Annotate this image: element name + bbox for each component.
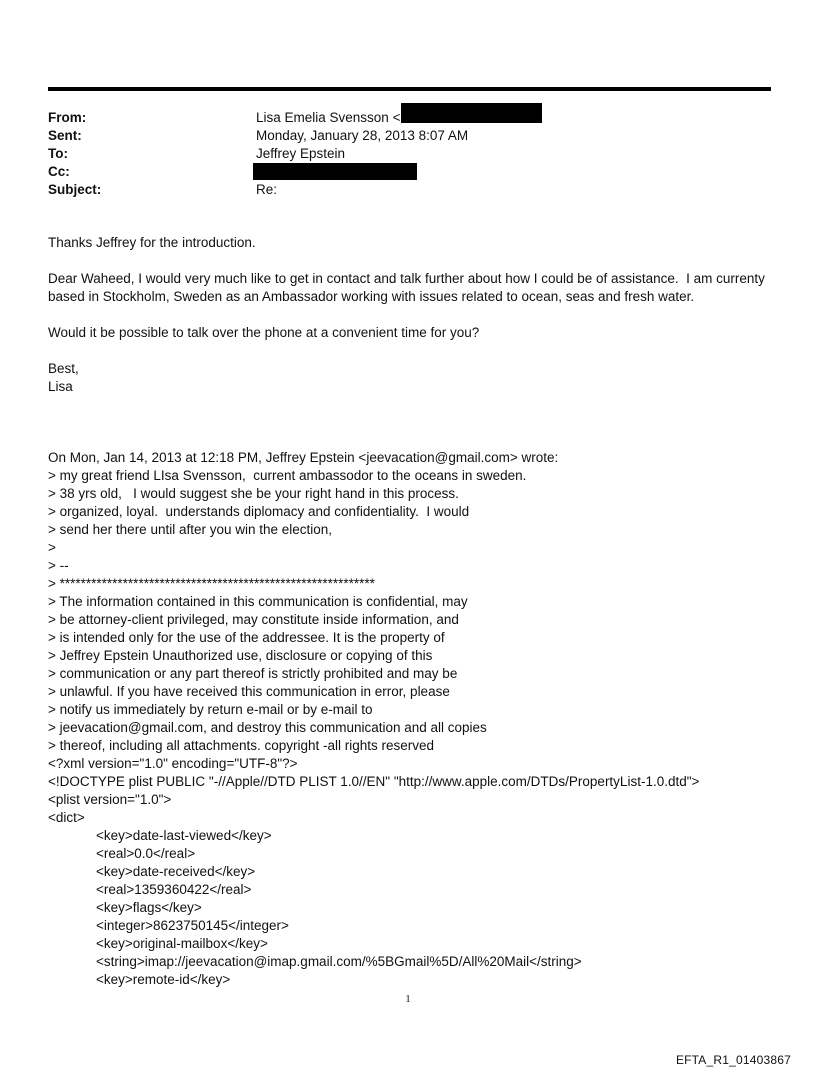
to-value: Jeffrey Epstein bbox=[256, 146, 346, 161]
quoted-line: > unlawful. If you have received this communication in error, please bbox=[48, 684, 450, 699]
xml-line: <?xml version="1.0" encoding="UTF-8"?> bbox=[48, 756, 298, 771]
from-label: From: bbox=[48, 110, 87, 125]
cc-value bbox=[256, 163, 417, 181]
cc-label: Cc: bbox=[48, 164, 70, 179]
paragraph-assistance: Dear Waheed, I would very much like to get in contact and talk further about how I could be of assistance. I am currenty based in Stockholm, Sweden as an Ambassador working with issues related to ocean, seas and fresh water. bbox=[48, 271, 769, 304]
quoted-line: > -- bbox=[48, 558, 69, 573]
redacted-email bbox=[401, 103, 542, 123]
sent-value: Monday, January 28, 2013 8:07 AM bbox=[256, 128, 469, 143]
quoted-line: > ************************************************************ bbox=[48, 576, 375, 591]
plist-line: <key>flags</key> bbox=[96, 900, 202, 915]
closing: Best, bbox=[48, 361, 79, 376]
quoted-line: > organized, loyal. understands diplomacy and confidentiality. I would bbox=[48, 504, 470, 519]
plist-line: <integer>8623750145</integer> bbox=[96, 918, 289, 933]
message-body bbox=[48, 234, 788, 396]
plist-line: <real>1359360422</real> bbox=[96, 882, 252, 897]
greeting-line: Thanks Jeffrey for the introduction. bbox=[48, 235, 256, 250]
to-label: To: bbox=[48, 146, 68, 161]
quoted-line: > bbox=[48, 540, 56, 555]
quoted-line: > is intended only for the use of the addressee. It is the property of bbox=[48, 630, 445, 645]
xml-line: <dict> bbox=[48, 810, 85, 825]
redacted-cc bbox=[253, 163, 417, 180]
quoted-line: > 38 yrs old, I would suggest she be your right hand in this process. bbox=[48, 486, 459, 501]
quoted-line: > communication or any part thereof is strictly prohibited and may be bbox=[48, 666, 458, 681]
quoted-line: > send her there until after you win the election, bbox=[48, 522, 333, 537]
quoted-line: > notify us immediately by return e-mail or by e-mail to bbox=[48, 702, 373, 717]
quoted-message bbox=[48, 449, 699, 989]
xml-line: <plist version="1.0"> bbox=[48, 792, 172, 807]
quoted-line: On Mon, Jan 14, 2013 at 12:18 PM, Jeffrey Epstein <jeevacation@gmail.com> wrote: bbox=[48, 450, 559, 465]
header-rule bbox=[48, 87, 771, 91]
quoted-line: > Jeffrey Epstein Unauthorized use, disclosure or copying of this bbox=[48, 648, 433, 663]
page-number: 1 bbox=[405, 993, 411, 1005]
from-value bbox=[256, 109, 542, 127]
from-name: Lisa Emelia Svensson < bbox=[256, 110, 401, 125]
plist-line: <key>date-received</key> bbox=[96, 864, 256, 879]
subject-label: Subject: bbox=[48, 182, 102, 197]
plist-line: <key>remote-id</key> bbox=[96, 972, 231, 987]
signature: Lisa bbox=[48, 379, 73, 394]
quoted-line: > my great friend LIsa Svensson, current ambassodor to the oceans in sweden. bbox=[48, 468, 527, 483]
plist-line: <key>date-last-viewed</key> bbox=[96, 828, 272, 843]
subject-value: Re: bbox=[256, 182, 278, 197]
paragraph-phone: Would it be possible to talk over the phone at a convenient time for you? bbox=[48, 325, 480, 340]
plist-line: <real>0.0</real> bbox=[96, 846, 196, 861]
xml-line: <!DOCTYPE plist PUBLIC "-//Apple//DTD PLIST 1.0//EN" "http://www.apple.com/DTDs/PropertyList-1.0.dtd"> bbox=[48, 774, 700, 789]
quoted-line: > The information contained in this communication is confidential, may bbox=[48, 594, 468, 609]
plist-line: <key>original-mailbox</key> bbox=[96, 936, 268, 951]
email-header bbox=[48, 109, 748, 199]
quoted-line: > thereof, including all attachments. copyright -all rights reserved bbox=[48, 738, 435, 753]
sent-label: Sent: bbox=[48, 128, 82, 143]
quoted-line: > jeevacation@gmail.com, and destroy this communication and all copies bbox=[48, 720, 487, 735]
plist-line: <string>imap://jeevacation@imap.gmail.com/%5BGmail%5D/All%20Mail</string> bbox=[96, 954, 582, 969]
document-id: EFTA_R1_01403867 bbox=[675, 1053, 791, 1067]
quoted-line: > be attorney-client privileged, may constitute inside information, and bbox=[48, 612, 459, 627]
